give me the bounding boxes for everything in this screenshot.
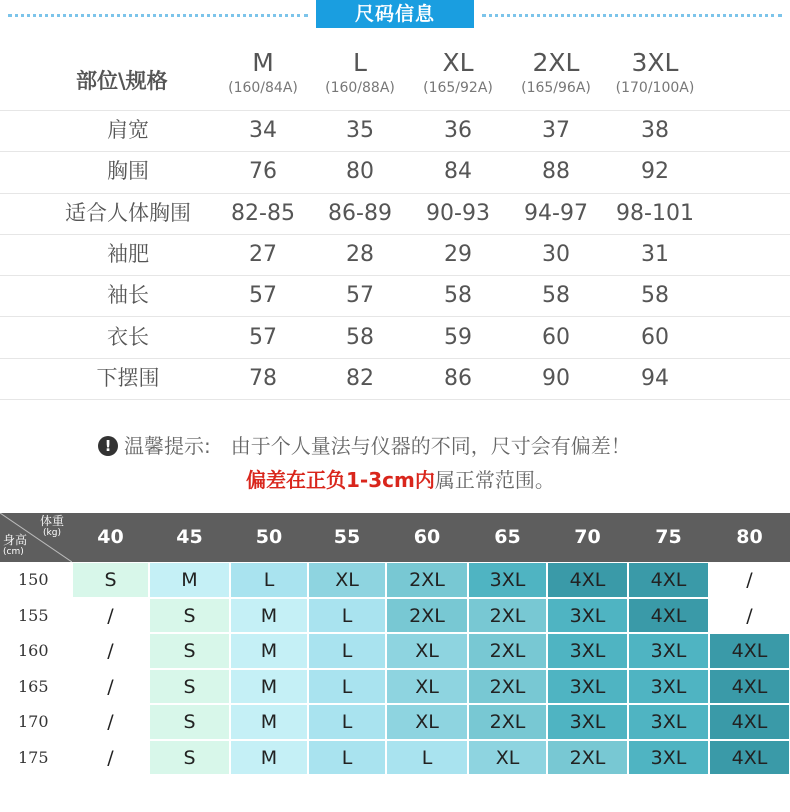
size-table-row bbox=[0, 110, 790, 152]
size-grid-cell: S bbox=[149, 598, 230, 634]
size-grid-cell: 3XL bbox=[628, 633, 709, 669]
tip-line-2 bbox=[246, 464, 555, 493]
size-table-value: 28 bbox=[346, 241, 374, 267]
size-table-value: 27 bbox=[249, 241, 277, 267]
size-grid-cell: S bbox=[149, 704, 230, 740]
size-column-header bbox=[312, 48, 408, 98]
size-table-value: 37 bbox=[542, 118, 570, 143]
size-table-value: 82 bbox=[346, 365, 374, 391]
size-spec: (165/92A) bbox=[423, 80, 493, 96]
size-grid-cell: 3XL bbox=[628, 740, 709, 776]
size-grid-cell: 4XL bbox=[709, 704, 790, 740]
corner-height-label bbox=[3, 534, 27, 558]
size-grid-cell: 4XL bbox=[628, 562, 709, 598]
size-grid-cell: 3XL bbox=[547, 598, 628, 634]
size-name: 3XL bbox=[631, 48, 679, 77]
size-grid-cell: 2XL bbox=[386, 562, 468, 598]
size-grid-cell: M bbox=[230, 704, 308, 740]
size-table-value: 57 bbox=[249, 283, 277, 309]
size-grid-cell: 4XL bbox=[709, 740, 790, 776]
size-grid-cell: L bbox=[308, 704, 386, 740]
banner-dots-left bbox=[8, 14, 308, 17]
size-table-value: 90-93 bbox=[426, 200, 490, 226]
size-table-row-label: 适合人体胸围 bbox=[65, 200, 191, 225]
size-table-value: 57 bbox=[346, 283, 374, 309]
size-table-value: 35 bbox=[346, 118, 374, 143]
tip-label: 温馨提示: bbox=[124, 434, 211, 458]
size-grid-cell: 3XL bbox=[547, 633, 628, 669]
size-table-row-label: 下摆围 bbox=[96, 365, 160, 390]
size-spec: (170/100A) bbox=[615, 80, 695, 96]
bottom-margin bbox=[0, 775, 790, 812]
height-row-label: 165 bbox=[18, 676, 49, 696]
size-name: XL bbox=[442, 48, 474, 77]
size-table-header-row bbox=[0, 44, 790, 111]
exclamation-circle-icon: ! bbox=[98, 436, 118, 456]
size-grid-cell: / bbox=[72, 669, 149, 705]
size-table-value: 80 bbox=[346, 159, 374, 185]
size-spec: (165/96A) bbox=[521, 80, 591, 96]
size-grid-cell: 2XL bbox=[468, 704, 547, 740]
size-grid-cell: L bbox=[308, 669, 386, 705]
size-grid-cell: M bbox=[230, 633, 308, 669]
size-table-value: 38 bbox=[641, 118, 669, 143]
banner-title: 尺码信息 bbox=[316, 0, 474, 28]
size-name: 2XL bbox=[532, 48, 580, 77]
weight-column-header: 55 bbox=[308, 513, 386, 562]
tip-line-1 bbox=[98, 430, 631, 459]
size-grid-cell: 2XL bbox=[547, 740, 628, 776]
tip-text-highlight: 偏差在正负1-3cm内 bbox=[246, 468, 435, 492]
size-column-header bbox=[410, 48, 506, 98]
size-grid-cell: 4XL bbox=[628, 598, 709, 634]
size-grid-cell: S bbox=[149, 633, 230, 669]
size-grid-cell: L bbox=[308, 633, 386, 669]
size-grid-cell: 3XL bbox=[628, 669, 709, 705]
size-grid-cell: L bbox=[230, 562, 308, 598]
size-grid-cell: / bbox=[709, 598, 790, 634]
height-row-label: 175 bbox=[18, 747, 49, 767]
weight-column-header: 45 bbox=[149, 513, 230, 562]
size-table-value: 90 bbox=[542, 365, 570, 391]
size-grid-cell: / bbox=[72, 633, 149, 669]
size-table-value: 94-97 bbox=[524, 200, 588, 226]
tip-text-2: 属正常范围。 bbox=[434, 468, 555, 492]
height-row-label: 160 bbox=[18, 641, 49, 660]
corner-height-unit: (cm) bbox=[3, 547, 24, 557]
size-name: M bbox=[252, 48, 274, 77]
size-column-header bbox=[215, 48, 311, 98]
size-table-value: 84 bbox=[444, 159, 472, 185]
size-table-row bbox=[0, 358, 790, 400]
size-table-row-label: 袖肥 bbox=[107, 241, 149, 266]
size-table-value: 30 bbox=[542, 241, 570, 267]
size-table-row bbox=[0, 275, 790, 317]
size-table-value: 86-89 bbox=[328, 200, 392, 226]
size-grid-cell: 2XL bbox=[468, 669, 547, 705]
banner-dots-right bbox=[482, 14, 782, 17]
size-grid-cell: 4XL bbox=[709, 633, 790, 669]
size-table-value: 76 bbox=[249, 159, 277, 185]
size-grid-cell: M bbox=[230, 740, 308, 776]
size-grid-cell: 4XL bbox=[709, 669, 790, 705]
size-table-value: 88 bbox=[542, 159, 570, 185]
weight-column-header: 60 bbox=[386, 513, 468, 562]
size-table-value: 60 bbox=[641, 324, 669, 350]
size-table-value: 94 bbox=[641, 365, 669, 391]
corner-height-text: 身高 bbox=[3, 533, 28, 547]
size-grid-cell: XL bbox=[386, 633, 468, 669]
size-table-value: 31 bbox=[641, 241, 669, 267]
size-grid-cell: S bbox=[149, 669, 230, 705]
size-grid-cell: / bbox=[72, 704, 149, 740]
size-table-value: 29 bbox=[444, 241, 472, 267]
size-table-value: 58 bbox=[641, 283, 669, 309]
grid-corner-header bbox=[0, 513, 72, 562]
size-table-value: 58 bbox=[542, 283, 570, 309]
weight-column-header: 75 bbox=[628, 513, 709, 562]
size-table-value: 92 bbox=[641, 159, 669, 185]
size-spec: (160/88A) bbox=[325, 80, 395, 96]
size-table-value: 59 bbox=[444, 324, 472, 350]
size-table-row bbox=[0, 193, 790, 235]
size-table-value: 57 bbox=[249, 324, 277, 350]
size-grid-cell: / bbox=[709, 562, 790, 598]
corner-weight-unit: (kg) bbox=[43, 528, 61, 538]
size-grid-cell: M bbox=[149, 562, 230, 598]
size-grid-cell: L bbox=[308, 740, 386, 776]
weight-column-header: 40 bbox=[72, 513, 149, 562]
size-table-row-label: 胸围 bbox=[107, 159, 149, 184]
size-grid-cell: / bbox=[72, 740, 149, 776]
size-table-value: 58 bbox=[346, 324, 374, 350]
size-grid-cell: L bbox=[308, 598, 386, 634]
tip-text-1: 由于个人量法与仪器的不同，尺寸会有偏差！ bbox=[230, 434, 631, 458]
size-table-row bbox=[0, 317, 790, 359]
size-grid-cell: S bbox=[72, 562, 149, 598]
size-spec: (160/84A) bbox=[228, 80, 298, 96]
size-table-value: 36 bbox=[444, 118, 472, 143]
size-table-row-label: 肩宽 bbox=[107, 118, 149, 142]
size-grid-cell: M bbox=[230, 669, 308, 705]
height-row-label: 150 bbox=[18, 570, 49, 589]
size-grid-cell: 2XL bbox=[468, 598, 547, 634]
size-grid-cell: 2XL bbox=[386, 598, 468, 634]
corner-weight-text: 体重 bbox=[39, 514, 64, 528]
size-column-header bbox=[508, 48, 604, 98]
weight-column-header: 80 bbox=[709, 513, 790, 562]
size-grid-cell: S bbox=[149, 740, 230, 776]
height-weight-size-grid bbox=[0, 513, 790, 775]
size-grid-cell: 3XL bbox=[628, 704, 709, 740]
size-table-value: 82-85 bbox=[231, 200, 295, 226]
size-table-value: 60 bbox=[542, 324, 570, 350]
weight-column-header: 70 bbox=[547, 513, 628, 562]
size-grid-cell: XL bbox=[308, 562, 386, 598]
size-grid-cell: M bbox=[230, 598, 308, 634]
size-column-header bbox=[607, 48, 703, 98]
weight-column-header: 65 bbox=[468, 513, 547, 562]
size-table-value: 86 bbox=[444, 365, 472, 391]
section-banner bbox=[0, 0, 790, 28]
size-grid-cell: / bbox=[72, 598, 149, 634]
size-grid-cell: L bbox=[386, 740, 468, 776]
size-table-row bbox=[0, 234, 790, 276]
size-table-value: 78 bbox=[249, 365, 277, 391]
height-row-label: 155 bbox=[18, 605, 49, 625]
size-grid-cell: 4XL bbox=[547, 562, 628, 598]
size-grid-cell: XL bbox=[386, 669, 468, 705]
size-table-header-label: 部位\规格 bbox=[76, 69, 168, 93]
size-table-row-label: 袖长 bbox=[107, 283, 149, 308]
weight-column-header: 50 bbox=[230, 513, 308, 562]
size-grid-cell: 3XL bbox=[547, 704, 628, 740]
size-name: L bbox=[353, 48, 367, 77]
size-grid-cell: 3XL bbox=[468, 562, 547, 598]
size-table-row bbox=[0, 151, 790, 193]
size-table-row-label: 衣长 bbox=[107, 324, 149, 349]
height-row-label: 170 bbox=[18, 712, 49, 731]
size-table-value: 98-101 bbox=[616, 200, 694, 226]
size-table-value: 34 bbox=[249, 118, 277, 143]
size-grid-cell: XL bbox=[468, 740, 547, 776]
size-grid-cell: XL bbox=[386, 704, 468, 740]
size-grid-cell: 3XL bbox=[547, 669, 628, 705]
size-grid-cell: 2XL bbox=[468, 633, 547, 669]
corner-weight-label bbox=[40, 515, 64, 539]
size-table-value: 58 bbox=[444, 283, 472, 309]
